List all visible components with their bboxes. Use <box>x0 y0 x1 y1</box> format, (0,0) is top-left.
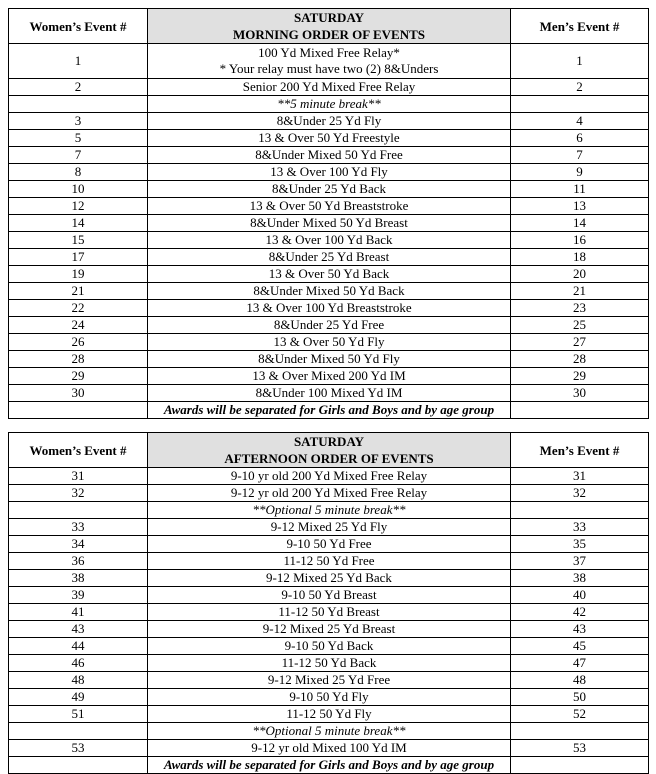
womens-event-number: 48 <box>9 672 148 689</box>
empty-cell <box>9 96 148 113</box>
event-description: 8&Under Mixed 50 Yd Free <box>148 147 511 164</box>
event-description: 9-10 yr old 200 Yd Mixed Free Relay <box>148 468 511 485</box>
event-description: 8&Under 25 Yd Free <box>148 317 511 334</box>
empty-cell <box>9 502 148 519</box>
event-description: 8&Under 25 Yd Back <box>148 181 511 198</box>
event-row <box>9 266 649 283</box>
mens-event-number: 33 <box>511 519 649 536</box>
womens-event-number: 7 <box>9 147 148 164</box>
mens-event-number: 21 <box>511 283 649 300</box>
break-row <box>9 723 649 740</box>
event-description: Senior 200 Yd Mixed Free Relay <box>148 79 511 96</box>
event-description: 8&Under 25 Yd Breast <box>148 249 511 266</box>
break-text: **Optional 5 minute break** <box>148 723 511 740</box>
womens-event-number: 15 <box>9 232 148 249</box>
event-row <box>9 283 649 300</box>
event-row <box>9 519 649 536</box>
mens-event-number: 52 <box>511 706 649 723</box>
womens-event-number: 21 <box>9 283 148 300</box>
mens-event-number: 16 <box>511 232 649 249</box>
mens-event-column-header: Men’s Event # <box>511 433 649 468</box>
event-row <box>9 368 649 385</box>
mens-event-number: 40 <box>511 587 649 604</box>
event-row <box>9 249 649 266</box>
morning-session-title <box>148 9 511 44</box>
event-description: 8&Under 100 Mixed Yd IM <box>148 385 511 402</box>
empty-cell <box>9 757 148 774</box>
event-row <box>9 706 649 723</box>
break-text: **5 minute break** <box>148 96 511 113</box>
womens-event-number: 44 <box>9 638 148 655</box>
mens-event-number: 4 <box>511 113 649 130</box>
womens-event-number: 29 <box>9 368 148 385</box>
mens-event-number: 29 <box>511 368 649 385</box>
event-description: 8&Under Mixed 50 Yd Fly <box>148 351 511 368</box>
event-description: 13 & Over 50 Yd Breaststroke <box>148 198 511 215</box>
session-name: MORNING ORDER OF EVENTS <box>232 27 425 42</box>
mens-event-column-header: Men’s Event # <box>511 9 649 44</box>
event-description: 13 & Over 50 Yd Fly <box>148 334 511 351</box>
event-row <box>9 385 649 402</box>
event-row <box>9 334 649 351</box>
womens-event-number: 32 <box>9 485 148 502</box>
event-row <box>9 79 649 96</box>
empty-cell <box>511 402 649 419</box>
womens-event-number: 17 <box>9 249 148 266</box>
mens-event-number: 2 <box>511 79 649 96</box>
womens-event-number: 14 <box>9 215 148 232</box>
break-text: **Optional 5 minute break** <box>148 502 511 519</box>
event-row <box>9 317 649 334</box>
mens-event-number: 43 <box>511 621 649 638</box>
womens-event-number: 24 <box>9 317 148 334</box>
empty-cell <box>9 402 148 419</box>
event-description: 9-10 50 Yd Breast <box>148 587 511 604</box>
mens-event-number: 6 <box>511 130 649 147</box>
morning-events-body <box>9 44 649 419</box>
event-row <box>9 621 649 638</box>
event-description: 9-12 yr old Mixed 100 Yd IM <box>148 740 511 757</box>
break-row <box>9 96 649 113</box>
afternoon-events-body <box>9 468 649 774</box>
event-description: 8&Under Mixed 50 Yd Breast <box>148 215 511 232</box>
awards-row <box>9 402 649 419</box>
event-title: 100 Yd Mixed Free Relay* <box>258 45 400 60</box>
event-description <box>148 44 511 79</box>
empty-cell <box>511 723 649 740</box>
womens-event-number: 30 <box>9 385 148 402</box>
event-row <box>9 604 649 621</box>
event-description: 9-12 Mixed 25 Yd Fly <box>148 519 511 536</box>
mens-event-number: 14 <box>511 215 649 232</box>
event-row <box>9 181 649 198</box>
event-description: 13 & Over Mixed 200 Yd IM <box>148 368 511 385</box>
afternoon-events-table <box>8 432 649 774</box>
mens-event-number: 27 <box>511 334 649 351</box>
womens-event-number: 2 <box>9 79 148 96</box>
afternoon-header-row <box>9 433 649 468</box>
womens-event-number: 46 <box>9 655 148 672</box>
morning-header-row <box>9 9 649 44</box>
event-description: 13 & Over 50 Yd Freestyle <box>148 130 511 147</box>
awards-text: Awards will be separated for Girls and Boys and by age group <box>148 757 511 774</box>
mens-event-number: 32 <box>511 485 649 502</box>
event-row <box>9 215 649 232</box>
empty-cell <box>511 96 649 113</box>
awards-text: Awards will be separated for Girls and Boys and by age group <box>148 402 511 419</box>
mens-event-number: 23 <box>511 300 649 317</box>
morning-events-table <box>8 8 649 419</box>
event-row <box>9 468 649 485</box>
mens-event-number: 35 <box>511 536 649 553</box>
session-day: SATURDAY <box>293 10 365 25</box>
event-row <box>9 553 649 570</box>
mens-event-number: 37 <box>511 553 649 570</box>
event-row <box>9 130 649 147</box>
event-row <box>9 198 649 215</box>
mens-event-number: 13 <box>511 198 649 215</box>
womens-event-number: 22 <box>9 300 148 317</box>
womens-event-number: 36 <box>9 553 148 570</box>
mens-event-number: 47 <box>511 655 649 672</box>
womens-event-number: 43 <box>9 621 148 638</box>
event-description: 13 & Over 100 Yd Fly <box>148 164 511 181</box>
womens-event-number: 19 <box>9 266 148 283</box>
mens-event-number: 18 <box>511 249 649 266</box>
event-row <box>9 485 649 502</box>
event-row <box>9 570 649 587</box>
event-row <box>9 300 649 317</box>
womens-event-number: 41 <box>9 604 148 621</box>
session-name: AFTERNOON ORDER OF EVENTS <box>224 451 434 466</box>
event-description: 9-10 50 Yd Fly <box>148 689 511 706</box>
womens-event-number: 12 <box>9 198 148 215</box>
event-description: 9-12 Mixed 25 Yd Breast <box>148 621 511 638</box>
womens-event-number: 26 <box>9 334 148 351</box>
womens-event-column-header: Women’s Event # <box>9 9 148 44</box>
afternoon-session-title <box>148 433 511 468</box>
empty-cell <box>511 502 649 519</box>
womens-event-number: 10 <box>9 181 148 198</box>
event-row <box>9 536 649 553</box>
empty-cell <box>511 757 649 774</box>
mens-event-number: 38 <box>511 570 649 587</box>
womens-event-number: 8 <box>9 164 148 181</box>
event-row <box>9 44 649 79</box>
event-description: 13 & Over 100 Yd Back <box>148 232 511 249</box>
mens-event-number: 25 <box>511 317 649 334</box>
event-row <box>9 689 649 706</box>
event-note: * Your relay must have two (2) 8&Unders <box>219 61 439 76</box>
event-row <box>9 587 649 604</box>
event-description: 11-12 50 Yd Fly <box>148 706 511 723</box>
table-gap <box>8 419 648 432</box>
womens-event-number: 33 <box>9 519 148 536</box>
event-row <box>9 164 649 181</box>
womens-event-number: 5 <box>9 130 148 147</box>
mens-event-number: 50 <box>511 689 649 706</box>
event-row <box>9 740 649 757</box>
event-description: 9-12 yr old 200 Yd Mixed Free Relay <box>148 485 511 502</box>
event-description: 13 & Over 50 Yd Back <box>148 266 511 283</box>
session-day: SATURDAY <box>293 434 365 449</box>
awards-row <box>9 757 649 774</box>
event-description: 13 & Over 100 Yd Breaststroke <box>148 300 511 317</box>
womens-event-number: 49 <box>9 689 148 706</box>
event-description: 11-12 50 Yd Breast <box>148 604 511 621</box>
event-row <box>9 351 649 368</box>
mens-event-number: 9 <box>511 164 649 181</box>
womens-event-number: 51 <box>9 706 148 723</box>
event-row <box>9 672 649 689</box>
womens-event-number: 34 <box>9 536 148 553</box>
event-description: 9-10 50 Yd Back <box>148 638 511 655</box>
mens-event-number: 45 <box>511 638 649 655</box>
break-row <box>9 502 649 519</box>
mens-event-number: 42 <box>511 604 649 621</box>
womens-event-number: 3 <box>9 113 148 130</box>
mens-event-number: 30 <box>511 385 649 402</box>
womens-event-number: 53 <box>9 740 148 757</box>
womens-event-number: 28 <box>9 351 148 368</box>
womens-event-number: 31 <box>9 468 148 485</box>
event-description: 8&Under 25 Yd Fly <box>148 113 511 130</box>
mens-event-number: 48 <box>511 672 649 689</box>
mens-event-number: 28 <box>511 351 649 368</box>
event-description: 11-12 50 Yd Free <box>148 553 511 570</box>
mens-event-number: 1 <box>511 44 649 79</box>
mens-event-number: 20 <box>511 266 649 283</box>
event-row <box>9 113 649 130</box>
womens-event-number: 39 <box>9 587 148 604</box>
womens-event-column-header: Women’s Event # <box>9 433 148 468</box>
event-row <box>9 147 649 164</box>
event-description: 9-10 50 Yd Free <box>148 536 511 553</box>
event-description: 11-12 50 Yd Back <box>148 655 511 672</box>
mens-event-number: 11 <box>511 181 649 198</box>
mens-event-number: 31 <box>511 468 649 485</box>
womens-event-number: 1 <box>9 44 148 79</box>
event-row <box>9 655 649 672</box>
mens-event-number: 53 <box>511 740 649 757</box>
mens-event-number: 7 <box>511 147 649 164</box>
womens-event-number: 38 <box>9 570 148 587</box>
empty-cell <box>9 723 148 740</box>
event-row <box>9 232 649 249</box>
event-row <box>9 638 649 655</box>
event-description: 9-12 Mixed 25 Yd Back <box>148 570 511 587</box>
event-description: 9-12 Mixed 25 Yd Free <box>148 672 511 689</box>
event-description: 8&Under Mixed 50 Yd Back <box>148 283 511 300</box>
